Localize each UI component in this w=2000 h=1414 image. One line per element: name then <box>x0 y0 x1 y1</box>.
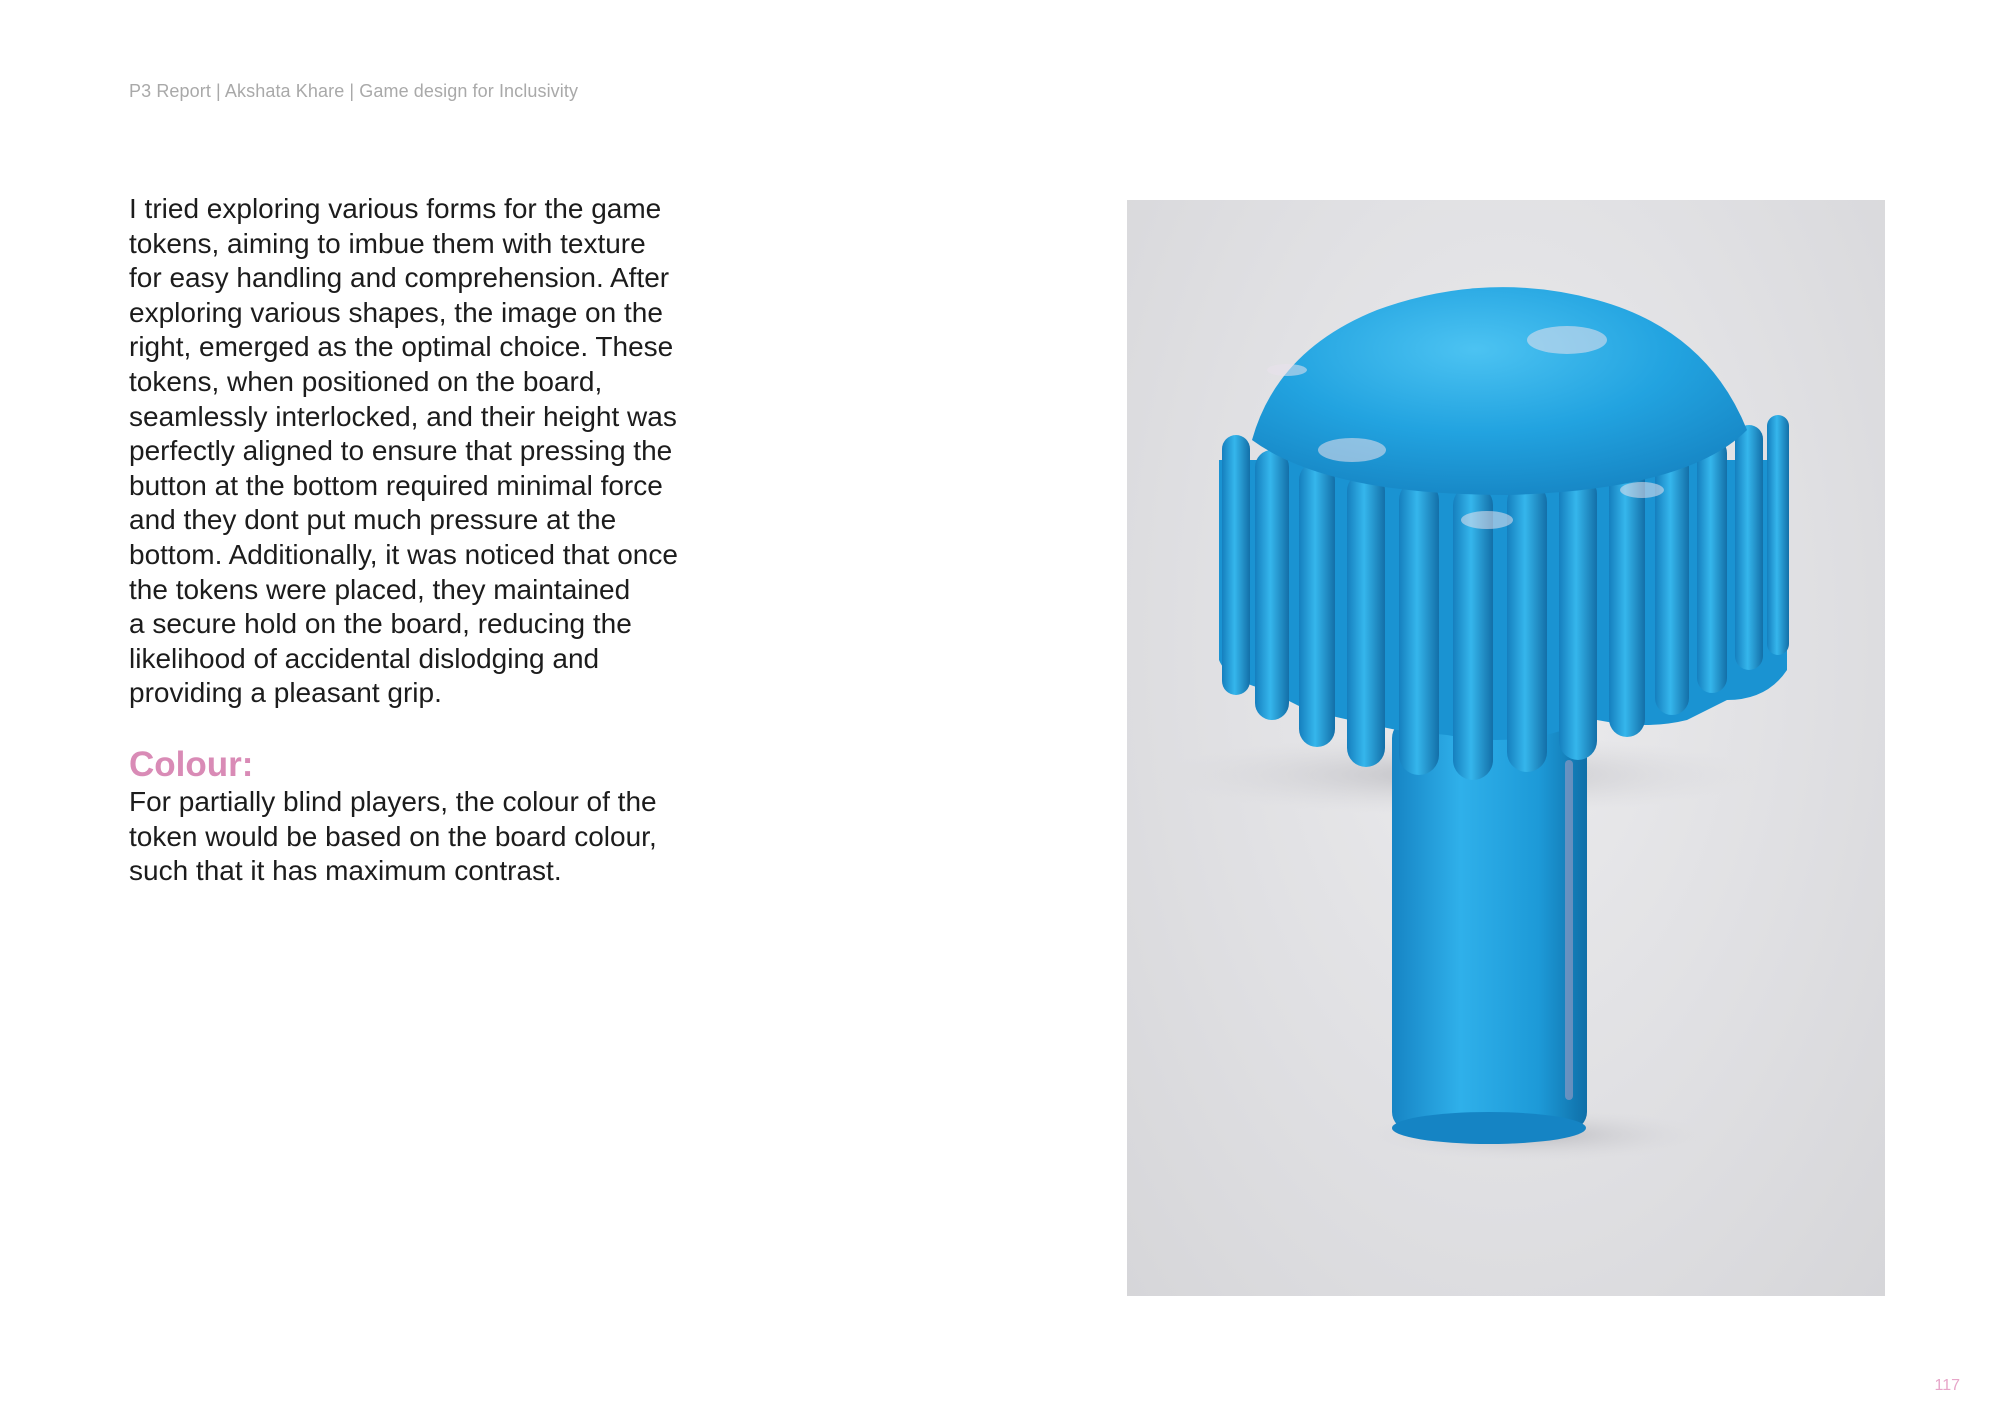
colour-paragraph: For partially blind players, the colour of the token would be based on the board colour, such that it has maximum contrast. <box>129 785 657 887</box>
intro-paragraph: I tried exploring various forms for the game tokens, aiming to imbue them with texture for easy handling and comprehension. After exploring various shapes, the image on the right, emerged as the optimal choice. These tokens, when positioned on the board, seamlessly interlocked, and their height was perfectly aligned to ensure that pressing the button at the bottom required minimal force and they dont put much pressure at the bottom. Additionally, it was noticed that once the tokens were placed, they maintained a secure hold on the board, reducing the likelihood of accidental dislodging and providing a pleasant grip. <box>129 193 678 709</box>
text-column <box>129 192 749 889</box>
token-render-image <box>1127 200 1885 1296</box>
stem-highlight <box>1565 760 1573 1100</box>
token-cap-dome <box>1252 287 1747 495</box>
colour-heading: Colour: <box>129 744 254 784</box>
running-header: P3 Report | Akshata Khare | Game design for Inclusivity <box>129 81 579 101</box>
page-number: 117 <box>1934 1377 1960 1394</box>
token-stem <box>1392 720 1587 1130</box>
token-stem-base <box>1392 1112 1586 1144</box>
token-illustration <box>1127 200 1885 1296</box>
